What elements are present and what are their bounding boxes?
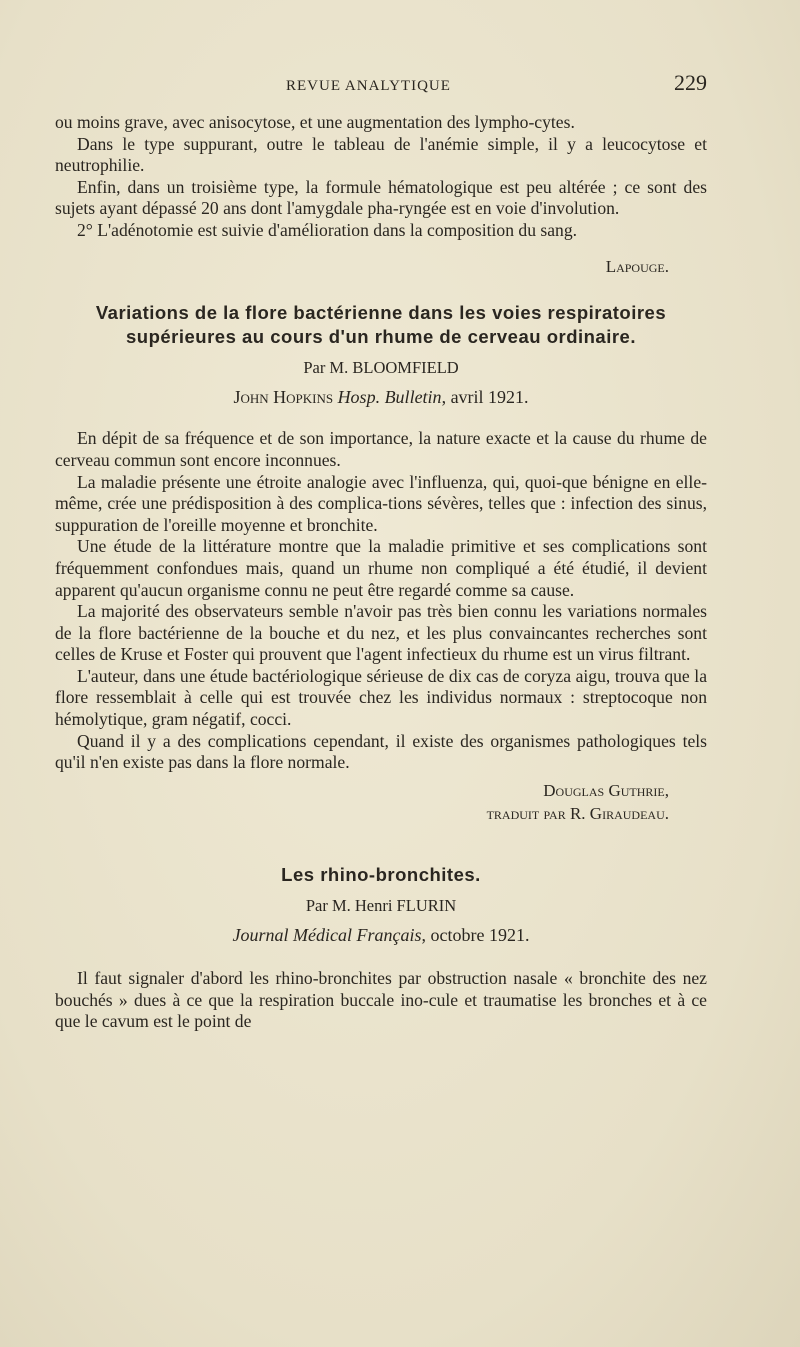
signature-lapouge: Lapouge.	[605, 256, 669, 276]
paragraph: Enfin, dans un troisième type, la formule hématologique est peu altérée ; ce sont des sujets ayant dépassé 20 ans dont l'amygdale pha-ryngée est en voie d'involution.	[55, 176, 707, 219]
paragraph: En dépit de sa fréquence et de son importance, la nature exacte et la cause du rhume de cerveau commun sont encore inconnues.	[55, 428, 707, 470]
article-title: Les rhino-bronchites.	[281, 864, 481, 886]
source-journal: Hosp. Bulletin	[337, 386, 442, 407]
paragraph: Une étude de la littérature montre que la maladie primitive et ses complications sont fréquemment confondues mais, quand un rhume non compliqué a été étudié, il devient apparent qu'aucun organisme connu ne peut être regardé comme sa cause.	[55, 536, 707, 600]
source-prefix: John Hopkins	[233, 386, 334, 407]
paragraph: L'auteur, dans une étude bactériologique sérieuse de dix cas de coryza aigu, trouva que la flore ressemblait à celle qui est trouvée chez les individus normaux : streptocoque non hémolytique, gram négatif, cocci.	[55, 665, 707, 730]
article-byline: Par M. BLOOMFIELD	[303, 358, 459, 378]
article-lapouge	[55, 112, 707, 277]
source-date: , avril 1921.	[441, 386, 529, 407]
source-date: , octobre 1921.	[421, 924, 530, 945]
signature-translator: traduit par R. Giraudeau.	[486, 804, 669, 824]
page-header	[55, 66, 707, 106]
running-title: REVUE ANALYTIQUE	[286, 78, 451, 94]
article-title-line-2: supérieures au cours d'un rhume de cerveau ordinaire.	[125, 326, 636, 348]
article-byline: Par M. Henri FLURIN	[305, 896, 457, 916]
paragraph: Dans le type suppurant, outre le tableau de l'anémie simple, il y a leucocytose et neutrophilie.	[55, 133, 707, 176]
article-title-line-1: Variations de la flore bactérienne dans les voies respiratoires	[95, 302, 667, 324]
source-journal: Journal Médical Français	[232, 924, 422, 945]
page-body	[55, 112, 707, 1033]
article-bloomfield	[55, 301, 707, 825]
paragraph: Quand il y a des complications cependant, il existe des organismes pathologiques tels qu'il n'en existe pas dans la flore normale.	[55, 730, 707, 773]
paragraph: ou moins grave, avec anisocytose, et une augmentation des lympho-cytes.	[55, 112, 575, 132]
article-source	[55, 387, 707, 409]
paragraph: Il faut signaler d'abord les rhino-bronchites par obstruction nasale « bronchite des nez bouchés » dues à ce que la respiration buccale ino-cule et traumatise les bronches et à ce que le cavum est le point de	[55, 968, 707, 1032]
paragraph: La maladie présente une étroite analogie avec l'influenza, qui, quoi-que bénigne en elle-même, crée une prédisposition à des complica-tions sévères, telles que : infection des sinus, suppuration de l'oreille moyenne et bronchite.	[55, 471, 707, 535]
page-number: 229	[674, 70, 707, 95]
article-source	[55, 925, 707, 947]
article-flurin	[55, 863, 707, 1033]
signature-guthrie: Douglas Guthrie,	[543, 780, 669, 800]
paragraph: La majorité des observateurs semble n'avoir pas très bien connu les variations normales de la flore bactérienne de la bouche et du nez, et les plus convaincantes recherches sont celles de Kruse et Foster qui prouvent que l'agent infectieux du rhume est un virus filtrant.	[55, 601, 707, 665]
paragraph: 2° L'adénotomie est suivie d'amélioration dans la composition du sang.	[77, 219, 578, 240]
